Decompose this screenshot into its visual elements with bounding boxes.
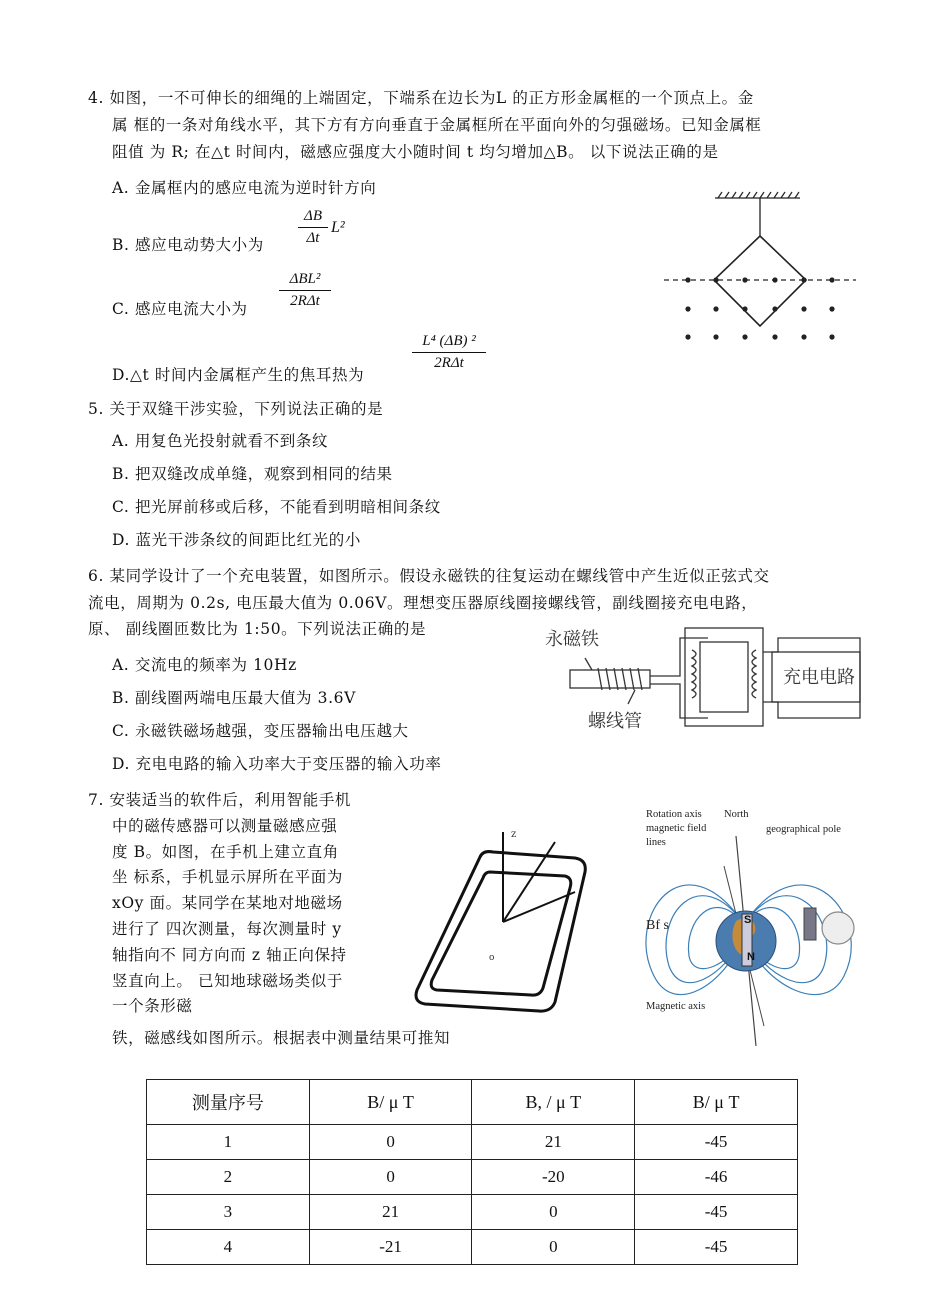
q7-phone-figure	[405, 812, 605, 1022]
q6-stem-line3: 原、 副线圈匝数比为 1:50。下列说法正确的是	[88, 620, 427, 638]
fraction-denominator: Δt	[306, 230, 320, 246]
q4-option-c-fraction	[279, 271, 331, 310]
q4-figure-hanging-square	[660, 188, 870, 348]
q7-line: 轴指向不 同方向而 z 轴正向保持	[112, 945, 347, 964]
q7-line: xOy 面。某同学在某地对地磁场	[112, 894, 343, 913]
q6-option-b: B. 副线圈两端电压最大值为 3.6V	[112, 689, 356, 707]
solenoid-pointer	[628, 690, 635, 704]
table-cell: -20	[472, 1160, 635, 1195]
label-s-pole: S	[744, 914, 752, 926]
q5-stem: 5. 关于双缝干涉实验，下列说法正确的是	[88, 400, 384, 418]
q5-option-d: D. 蓝光干涉条纹的间距比红光的小	[112, 531, 361, 549]
q5-option-c: C. 把光屏前移或后移，不能看到明暗相间条纹	[112, 498, 441, 516]
label-bfs: Bf s	[646, 918, 669, 933]
table-cell: 4	[147, 1230, 310, 1265]
measurement-table	[146, 1079, 798, 1265]
z-axis-mark: z	[511, 829, 517, 840]
solenoid-coil	[598, 668, 642, 690]
q7-line: 7. 安装适当的软件后，利用智能手机	[88, 791, 352, 809]
table-header-cell: B/ μ T	[635, 1080, 798, 1125]
fraction-denominator: 2RΔt	[434, 355, 464, 371]
label-solenoid: 螺线管	[588, 711, 642, 732]
secondary-coil	[752, 650, 756, 698]
q7-line: 中的磁传感器可以测量磁感应强	[112, 816, 338, 835]
q7-line: 一个条形磁	[112, 997, 193, 1016]
q6-option-d: D. 充电电路的输入功率大于变压器的输入功率	[112, 755, 442, 773]
q5-option-a: A. 用复色光投射就看不到条纹	[112, 432, 329, 450]
table-cell: 0	[309, 1125, 472, 1160]
primary-wire-top	[650, 638, 708, 676]
table-header-cell: 测量序号	[147, 1080, 310, 1125]
phone-inner-edge	[431, 872, 571, 995]
q4-option-b-l-squared: L²	[331, 219, 345, 236]
q4-option-d-fraction	[412, 333, 486, 372]
primary-wire-bottom	[650, 684, 708, 718]
q4-option-a: A. 金属框内的感应电流为逆时针方向	[112, 179, 377, 197]
q4-stem-line1: 4. 如图，一不可伸长的细绳的上端固定，下端系在边长为L 的正方形金属框的一个顶点上。金	[88, 89, 754, 107]
ceiling-hatch	[715, 192, 800, 198]
q6-figure-transformer	[540, 620, 870, 740]
q6-option-a: A. 交流电的频率为 10Hz	[112, 656, 297, 674]
compass	[822, 912, 854, 944]
q4-stem-line3: 阻值 为 R; 在△t 时间内，磁感应强度大小随时间 t 均匀增加△B。 以下说法正确的是	[112, 143, 719, 161]
fraction-numerator: ΔB	[304, 208, 322, 224]
q6-stem-line1: 6. 某同学设计了一个充电装置，如图所示。假设永磁铁的往复运动在螺线管中产生近似正弦式交	[88, 567, 770, 585]
q7-earth-figure	[644, 806, 860, 1056]
metal-frame	[714, 236, 806, 326]
q7-line: 坐 标系，手机显示屏所在平面为	[112, 868, 343, 887]
table-header-cell: B/ μ T	[309, 1080, 472, 1125]
table-cell: 21	[472, 1125, 635, 1160]
q4-option-d: D.△t 时间内金属框产生的焦耳热为	[112, 366, 365, 384]
table-cell: 2	[147, 1160, 310, 1195]
table-cell: 0	[472, 1230, 635, 1265]
small-magnet	[804, 908, 816, 940]
q7-line: 进行了 四次测量，每次测量时 y	[112, 919, 342, 938]
fraction-numerator: L⁴ (ΔB) ²	[422, 333, 476, 349]
table-row	[147, 1160, 798, 1195]
q6-stem-line2: 流电，周期为 0.2s, 电压最大值为 0.06V。理想变压器原线圈接螺线管，副线圈接充电电路，	[88, 594, 758, 612]
table-header-row	[147, 1080, 798, 1125]
table-cell: 21	[309, 1195, 472, 1230]
table-row	[147, 1195, 798, 1230]
table-cell: -46	[635, 1160, 798, 1195]
q4-option-b: B. 感应电动势大小为	[112, 236, 264, 254]
table-cell: -45	[635, 1230, 798, 1265]
table-cell: 0	[309, 1160, 472, 1195]
label-n-pole: N	[747, 951, 755, 963]
label-magnetic-field: magnetic field	[646, 823, 707, 834]
q6-option-c: C. 永磁铁磁场越强，变压器输出电压越大	[112, 722, 409, 740]
q5-option-b: B. 把双缝改成单缝，观察到相同的结果	[112, 465, 393, 483]
table-cell: -21	[309, 1230, 472, 1265]
label-magnetic-axis: Magnetic axis	[646, 1001, 706, 1012]
magnet-bar	[570, 670, 650, 688]
table-header-cell: B, / μ T	[472, 1080, 635, 1125]
transformer-core-outer	[685, 628, 763, 726]
label-geographical-pole: geographical pole	[766, 824, 841, 835]
table-cell: 0	[472, 1195, 635, 1230]
label-rotation-axis: Rotation axis	[646, 809, 702, 820]
magnet-pointer	[585, 658, 592, 670]
table-cell: 3	[147, 1195, 310, 1230]
table-cell: -45	[635, 1195, 798, 1230]
label-lines: lines	[646, 837, 666, 848]
table-row	[147, 1125, 798, 1160]
label-charging-circuit: 充电电路	[783, 667, 855, 688]
field-dots	[685, 277, 834, 339]
q7-line: 度 B。如图，在手机上建立直角	[112, 842, 339, 861]
q7-stem-block	[88, 788, 388, 1020]
label-magnet: 永磁铁	[545, 629, 599, 650]
primary-coil	[692, 650, 696, 698]
fraction-numerator: ΔBL²	[289, 271, 321, 287]
q4-stem-line2: 属 框的一条对角线水平，其下方有方向垂直于金属框所在平面向外的匀强磁场。已知金属框	[112, 116, 762, 134]
transformer-core-inner	[700, 642, 748, 712]
q4-option-b-fraction	[298, 208, 328, 247]
q4-option-c: C. 感应电流大小为	[112, 300, 248, 318]
label-north: North	[724, 809, 749, 820]
earth-field-lines	[644, 806, 860, 1056]
origin-mark: o	[489, 953, 495, 963]
table-cell: 1	[147, 1125, 310, 1160]
q7-line: 竖直向上。 已知地球磁场类似于	[112, 971, 343, 990]
table-row	[147, 1230, 798, 1265]
table-cell: -45	[635, 1125, 798, 1160]
fraction-denominator: 2RΔt	[290, 293, 320, 309]
q7-stem-tail: 铁，磁感线如图所示。根据表中测量结果可推知	[112, 1029, 451, 1047]
